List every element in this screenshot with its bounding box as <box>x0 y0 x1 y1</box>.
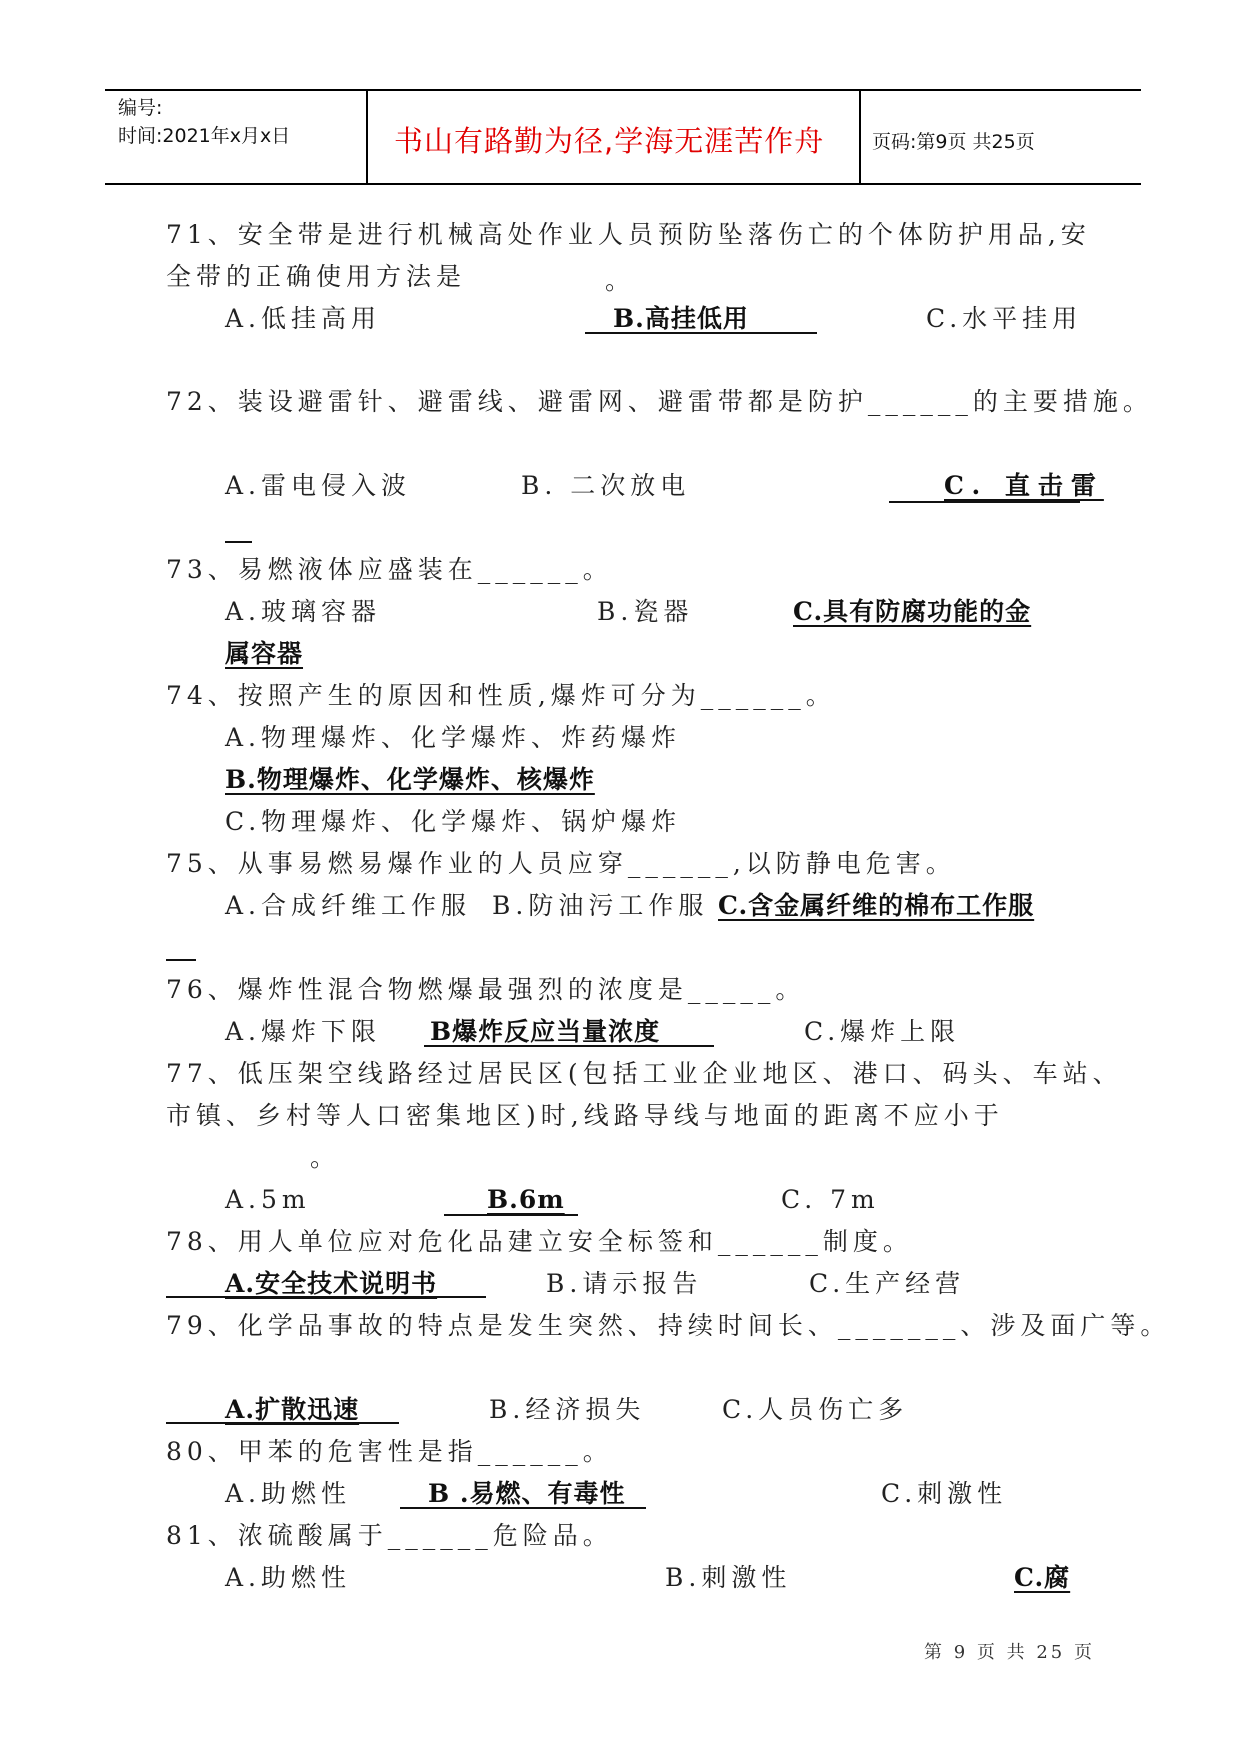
q72-option-a: A.雷电侵入波 <box>225 471 412 500</box>
q76-option-c: C.爆炸上限 <box>804 1017 961 1046</box>
q71-option-a: A.低挂高用 <box>225 304 382 333</box>
header-top-rule <box>105 89 1141 91</box>
q76-option-a: A.爆炸下限 <box>225 1017 382 1046</box>
q75-option-a: A.合成纤维工作服 <box>225 891 472 920</box>
q81-option-b: B.刺激性 <box>665 1563 792 1592</box>
q71-stem-line2: 全带的正确使用方法是 <box>166 262 467 291</box>
q80-option-a: A.助燃性 <box>225 1479 352 1508</box>
q74-option-c: C.物理爆炸、化学爆炸、锅炉爆炸 <box>225 807 682 836</box>
q79-stem: 79、化学品事故的特点是发生突然、持续时间长、_______、涉及面广等。 <box>166 1311 1171 1340</box>
q79-option-c: C.人员伤亡多 <box>722 1395 909 1424</box>
q73-option-c-answer-line2: 属容器 <box>225 639 304 668</box>
q74-option-a: A.物理爆炸、化学爆炸、炸药爆炸 <box>225 723 682 752</box>
q73-option-c-answer-line1: C.具有防腐功能的金 <box>793 597 1032 626</box>
q76-option-b-answer: B爆炸反应当量浓度 <box>430 1017 661 1046</box>
header-motto: 书山有路勤为径,学海无涯苦作舟 <box>394 124 825 158</box>
q72-option-b: B. 二次放电 <box>521 471 691 500</box>
q79-option-b: B.经济损失 <box>489 1395 646 1424</box>
q74-option-b-answer: B.物理爆炸、化学爆炸、核爆炸 <box>225 765 595 794</box>
q77-stem-line3: 。 <box>310 1143 341 1172</box>
q80-option-c: C.刺激性 <box>881 1479 1008 1508</box>
header-bottom-rule <box>105 183 1141 185</box>
q75-stem: 75、从事易燃易爆作业的人员应穿______,以防静电危害。 <box>166 849 956 878</box>
q73-stem: 73、易燃液体应盛装在______。 <box>166 555 613 584</box>
q78-option-b: B.请示报告 <box>546 1269 703 1298</box>
q76-stem: 76、爆炸性混合物燃爆最强烈的浓度是_____。 <box>166 975 806 1004</box>
q72-stem: 72、装设避雷针、避雷线、避雷网、避雷带都是防护______的主要措施。 <box>166 387 1153 416</box>
q72-option-c-answer: C. 直击雷 <box>944 471 1104 500</box>
q72-answer-underline-wrap <box>225 541 252 543</box>
q79-option-a-answer: A.扩散迅速 <box>225 1395 360 1424</box>
q73-option-a: A.玻璃容器 <box>225 597 382 626</box>
page-footer: 第 9 页 共 25 页 <box>924 1642 1095 1663</box>
q77-option-a: A.5m <box>225 1185 311 1214</box>
header-time-label: 时间:2021年x月x日 <box>118 125 291 147</box>
header-divider-left <box>366 89 368 183</box>
q81-option-a: A.助燃性 <box>225 1563 352 1592</box>
q75-option-c-answer: C.含金属纤维的棉布工作服 <box>718 891 1035 920</box>
q77-option-c: C. 7m <box>781 1185 880 1214</box>
header-page-info: 页码:第9页 共25页 <box>872 131 1035 153</box>
q71-stem-line1: 71、安全带是进行机械高处作业人员预防坠落伤亡的个体防护用品,安 <box>166 220 1091 249</box>
header-divider-right <box>859 89 861 183</box>
q77-stem-line1: 77、低压架空线路经过居民区(包括工业企业地区、港口、码头、车站、 <box>166 1059 1123 1088</box>
q80-stem: 80、甲苯的危害性是指______。 <box>166 1437 613 1466</box>
q81-stem: 81、浓硫酸属于______危险品。 <box>166 1521 613 1550</box>
q81-option-c-answer: C.腐 <box>1014 1563 1071 1592</box>
q75-option-b: B.防油污工作服 <box>492 891 709 920</box>
q71-stem-end: 。 <box>605 266 636 295</box>
q80-option-b-answer: B .易燃、有毒性 <box>428 1479 626 1508</box>
q78-stem: 78、用人单位应对危化品建立安全标签和______制度。 <box>166 1227 913 1256</box>
q77-option-b-answer: B.6m <box>487 1185 565 1214</box>
q78-option-c: C.生产经营 <box>809 1269 966 1298</box>
q77-stem-line2: 市镇、乡村等人口密集地区)时,线路导线与地面的距离不应小于 <box>166 1101 1004 1130</box>
q74-stem: 74、按照产生的原因和性质,爆炸可分为______。 <box>166 681 836 710</box>
header-number-label: 编号: <box>118 97 163 119</box>
q73-option-b: B.瓷器 <box>597 597 694 626</box>
q71-option-b-answer: B.高挂低用 <box>613 304 749 333</box>
q75-answer-underline-wrap <box>166 959 196 961</box>
q78-option-a-answer: A.安全技术说明书 <box>225 1269 438 1298</box>
q72-answer-underline <box>889 501 1080 503</box>
q71-option-c: C.水平挂用 <box>926 304 1083 333</box>
